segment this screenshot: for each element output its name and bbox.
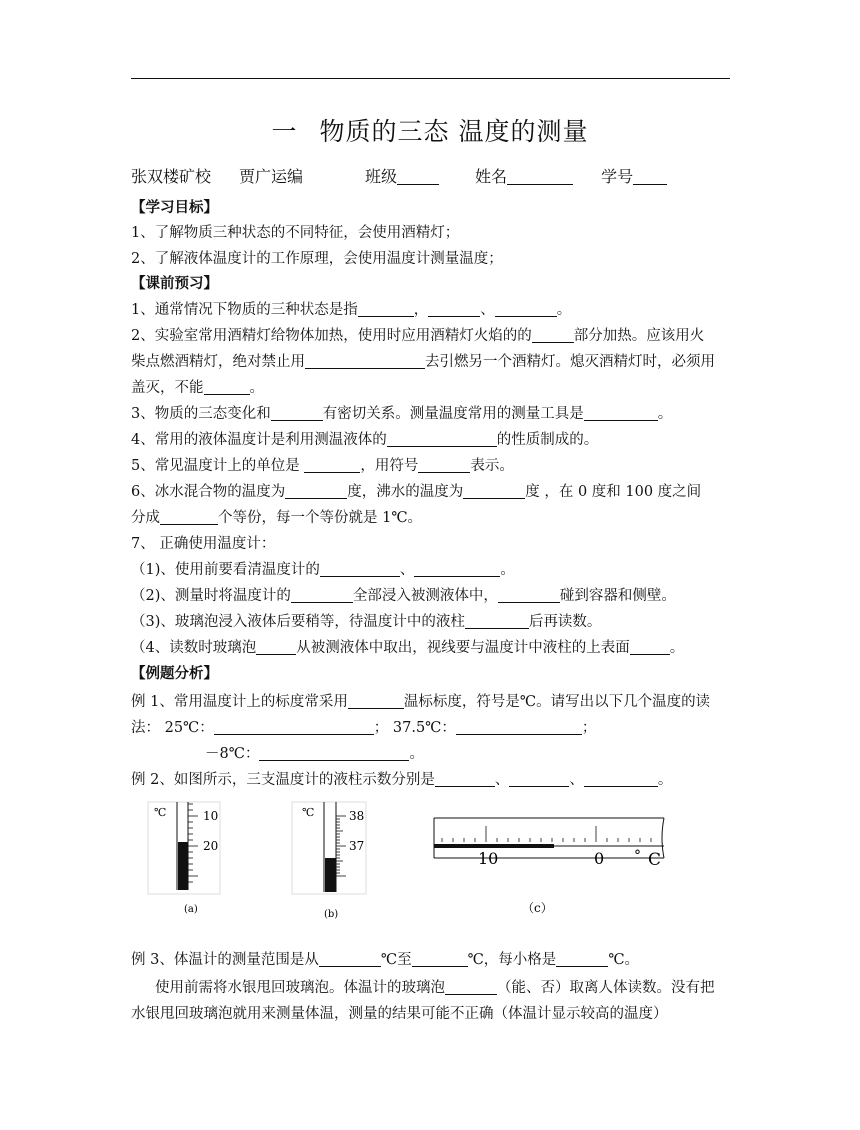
answer-blank[interactable] (204, 380, 250, 396)
section-preview: 【课前预习】 (131, 275, 218, 292)
unit-label: ℃ (154, 806, 167, 819)
preview-q2-line2: 柴点燃酒精灯，绝对禁止用 去引燃另一个酒精灯。熄灭酒精灯时，必须用 (131, 354, 715, 370)
answer-blank[interactable] (556, 952, 608, 968)
answer-blank[interactable] (418, 458, 470, 474)
answer-blank[interactable] (214, 720, 374, 736)
preview-q7-4: （4、读数时玻璃泡 从被测液体中取出，视线要与温度计中液柱的上表面 。 (131, 640, 685, 656)
preview-q7-2: （2)、测量时将温度计的 全部浸入被测液体中， 碰到容器和侧壁。 (131, 588, 676, 604)
answer-blank[interactable] (630, 640, 670, 656)
preview-q4: 4、常用的液体温度计是利用测温液体的 的性质制成的。 (131, 432, 599, 448)
school-name: 张双楼矿校 (131, 167, 212, 186)
header-rule (131, 78, 730, 79)
preview-q7-3: （3)、玻璃泡浸入液体后要稍等，待温度计中的液柱 后再读数。 (131, 614, 602, 630)
preview-q1: 1、通常情况下物质的三种状态是指 ， 、 。 (131, 302, 572, 318)
answer-blank[interactable] (584, 772, 658, 788)
answer-blank[interactable] (495, 302, 557, 318)
answer-blank[interactable] (304, 458, 360, 474)
tick-label: 38 (349, 809, 365, 823)
goal-1: 1、了解物质三种状态的不同特征，会使用酒精灯； (131, 225, 460, 241)
answer-blank[interactable] (320, 562, 400, 578)
answer-blank[interactable] (412, 952, 468, 968)
answer-blank[interactable] (509, 772, 569, 788)
answer-blank[interactable] (305, 354, 425, 370)
preview-q7: 7、 正确使用温度计： (131, 536, 276, 552)
preview-q3: 3、物质的三态变化和 有密切关系。测量温度常用的测量工具是 。 (131, 406, 673, 422)
answer-blank[interactable] (463, 484, 525, 500)
answer-blank[interactable] (271, 406, 323, 422)
tick-label: 37 (349, 839, 365, 853)
answer-blank[interactable] (348, 694, 404, 710)
answer-blank[interactable] (456, 720, 582, 736)
answer-blank[interactable] (435, 772, 495, 788)
preview-q7-1: （1)、使用前要看清温度计的 、 。 (131, 562, 515, 578)
answer-blank[interactable] (358, 302, 414, 318)
answer-blank[interactable] (414, 562, 500, 578)
example-3-line3: 水银甩回玻璃泡就用来测量体温，测量的结果可能不正确（体温计显示较高的温度） (131, 1006, 668, 1022)
answer-blank[interactable] (498, 588, 560, 604)
answer-blank[interactable] (285, 484, 347, 500)
thermometer-figure-c (428, 810, 670, 920)
id-blank[interactable] (633, 168, 667, 185)
answer-blank[interactable] (445, 980, 497, 996)
editor-name: 贾广运编 (239, 167, 304, 186)
example-1-line2: 法： 25℃： ； 37.5℃： ； (131, 720, 597, 736)
answer-blank[interactable] (465, 614, 529, 630)
preview-q2-line1: 2、实验室常用酒精灯给物体加热，使用时应用酒精灯火焰的的 部分加热。应该用火 (131, 328, 705, 344)
preview-q6-line1: 6、冰水混合物的温度为 度，沸水的温度为 度 ，在 0 度和 100 度之间 (131, 484, 702, 500)
liquid-column (325, 858, 336, 892)
figure-caption: （c） (522, 901, 553, 915)
example-1-line3: －8℃： 。 (205, 746, 424, 762)
figure-caption: (b) (324, 909, 339, 920)
class-label: 班级 (365, 167, 398, 186)
section-examples: 【例题分析】 (131, 665, 218, 682)
answer-blank[interactable] (256, 640, 296, 656)
example-3-line1: 例 3、体温计的测量范围是从 ℃至 ℃，每小格是 ℃。 (131, 952, 640, 968)
liquid-column (178, 842, 188, 890)
answer-blank[interactable] (319, 952, 381, 968)
preview-q2-line3: 盖灭，不能 。 (131, 380, 264, 396)
tick-label: 10 (203, 809, 219, 823)
answer-blank[interactable] (291, 588, 353, 604)
id-label: 学号 (601, 167, 634, 186)
tick-label: 10 (478, 849, 499, 868)
tick-label: 20 (203, 839, 219, 853)
class-blank[interactable] (397, 168, 439, 185)
tick-label: 0 (594, 849, 605, 868)
example-2: 例 2、如图所示，三支温度计的液柱示数分别是 、 、 。 (131, 772, 673, 788)
info-line (131, 164, 667, 187)
answer-blank[interactable] (584, 406, 658, 422)
answer-blank[interactable] (160, 510, 218, 526)
page-title (0, 112, 860, 148)
unit-label: ℃ (302, 806, 315, 819)
answer-blank[interactable] (532, 328, 574, 344)
title-number: 一 (271, 117, 298, 146)
section-goals: 【学习目标】 (131, 199, 218, 216)
answer-blank[interactable] (428, 302, 480, 318)
unit-label: C (648, 850, 662, 870)
goal-2: 2、了解液体温度计的工作原理，会使用温度计测量温度； (131, 251, 503, 267)
answer-blank[interactable] (387, 432, 497, 448)
example-1-line1: 例 1、常用温度计上的标度常采用 温标标度，符号是℃。请写出以下几个温度的读 (131, 694, 711, 710)
thermometer-figure-a (140, 796, 250, 920)
answer-blank[interactable] (259, 746, 409, 762)
name-blank[interactable] (507, 168, 573, 185)
preview-q6-line2: 分成 个等份，每一个等份就是 1℃。 (131, 510, 423, 526)
preview-q5: 5、常见温度计上的单位是 ，用符号 表示。 (131, 458, 514, 474)
degree-sign: ° (634, 848, 641, 864)
thermometer-figure-b (290, 796, 390, 924)
figure-caption: (a) (184, 904, 198, 915)
title-text: 物质的三态 温度的测量 (319, 117, 589, 146)
example-3-line2: 使用前需将水银甩回玻璃泡。体温计的玻璃泡 （能、否）取离人体读数。没有把 (155, 980, 715, 996)
name-label: 姓名 (475, 167, 508, 186)
